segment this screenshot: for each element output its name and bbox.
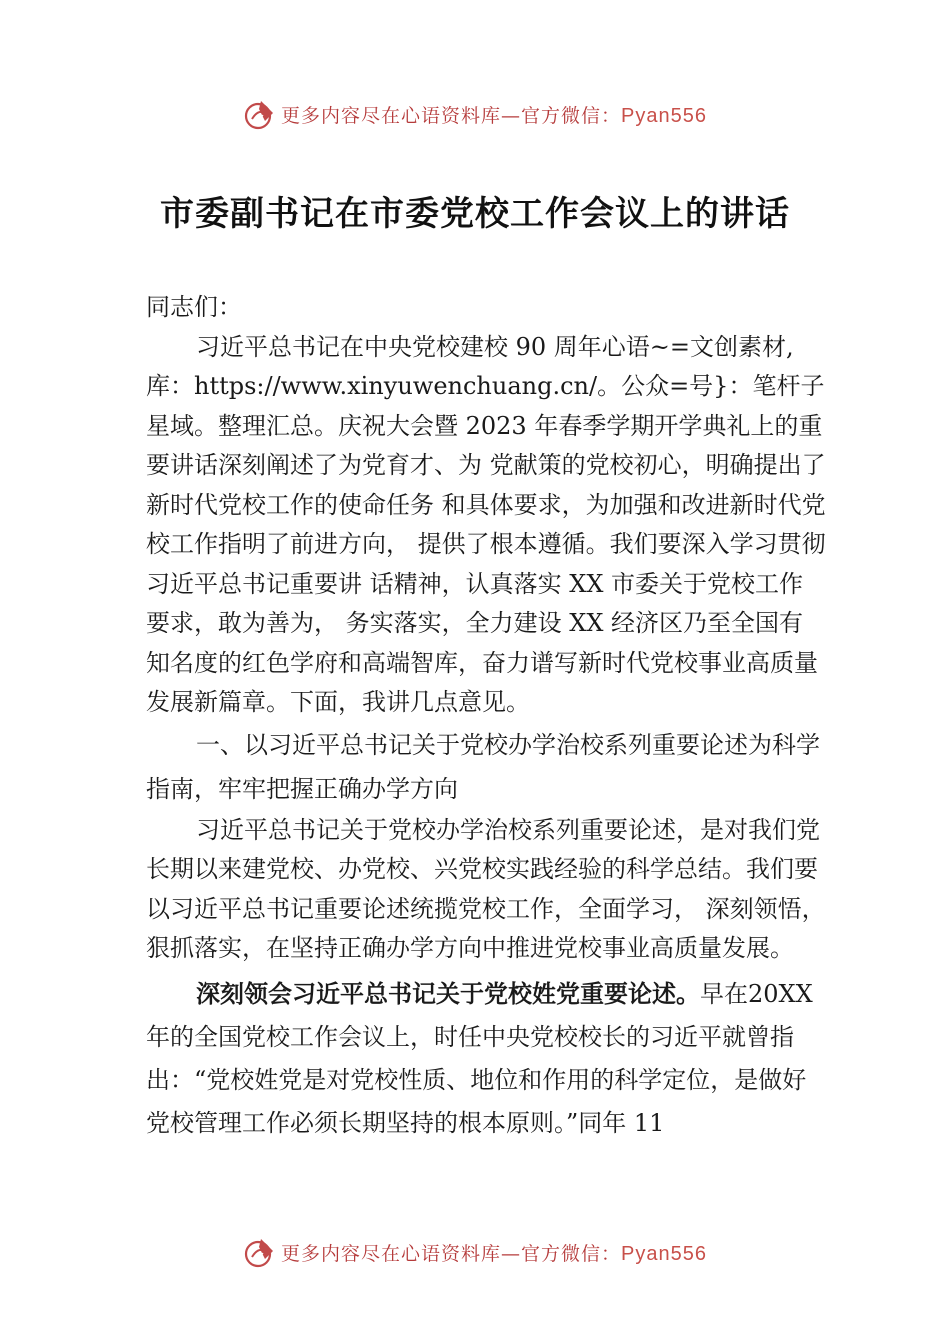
paragraph-1: 习近平总书记在中央党校建校 90 周年心语~=文创素材,库：https://www.xinyuwenchuang.cn/。公众=号}：笔杆子星域。整理汇总。庆祝大会暨 2023 年春季学期开学典礼上的重要讲话深刻阐述了为党育才、为 党献策的党校初心，明确提出了新时代党校工作的使命任务 和具体要求，为加强和改进新时代党校工作指明了前进方向， 提供了根本遵循。我们要深入学习贯彻习近平总书记重要讲 话精神，认真落实 XX 市委关于党校工作要求，敢为善为， 务实落实，全力建设 XX 经济区乃至全国有知名度的红色学府和高端智库，奋力谱写新时代党校事业高质量发展新篇章。下面，我讲几点意见。 <box>146 332 826 716</box>
document-title: 市委副书记在市委党校工作会议上的讲话 <box>160 194 790 234</box>
banner-wechat-id: Pyan556 <box>621 104 707 127</box>
banner-separator: — <box>501 1242 522 1265</box>
paragraph-3 <box>146 973 826 1145</box>
salutation: 同志们： <box>146 293 242 321</box>
document-body <box>146 288 826 1145</box>
banner-wechat-label: 官方微信： <box>521 104 622 127</box>
paragraph-3-lead: 深刻领会习近平总书记关于党校姓党重要论述。 <box>196 979 700 1008</box>
header-banner <box>0 94 950 134</box>
section-heading-1: 一、以习近平总书记关于党校办学治校系列重要论述为科学指南，牢牢把握正确办学方向 <box>146 730 820 803</box>
footer-banner <box>0 1232 950 1272</box>
paragraph-2: 习近平总书记关于党校办学治校系列重要论述，是对我们党长期以来建党校、办党校、兴党校实践经验的科学总结。我们要以习近平总书记重要论述统揽党校工作，全面学习， 深刻领悟，狠抓落实，在坚持正确办学方向中推进党校事业高质量发展。 <box>146 815 826 962</box>
banner-text: 更多内容尽在心语资料库 <box>281 1242 502 1265</box>
banner-text: 更多内容尽在心语资料库 <box>281 104 502 127</box>
pen-logo-icon <box>243 97 277 131</box>
banner-separator: — <box>501 104 522 127</box>
paragraph-3-text: 早在20XX 年的全国党校工作会议上，时任中央党校校长的习近平就曾指出：“党校姓党是对党校性质、地位和作用的科学定位，是做好党校管理工作必须长期坚持的根本原则。”同年 11 <box>146 979 813 1137</box>
banner-wechat-id: Pyan556 <box>621 1242 707 1265</box>
banner-wechat-label: 官方微信： <box>521 1242 622 1265</box>
pen-logo-icon <box>243 1235 277 1269</box>
